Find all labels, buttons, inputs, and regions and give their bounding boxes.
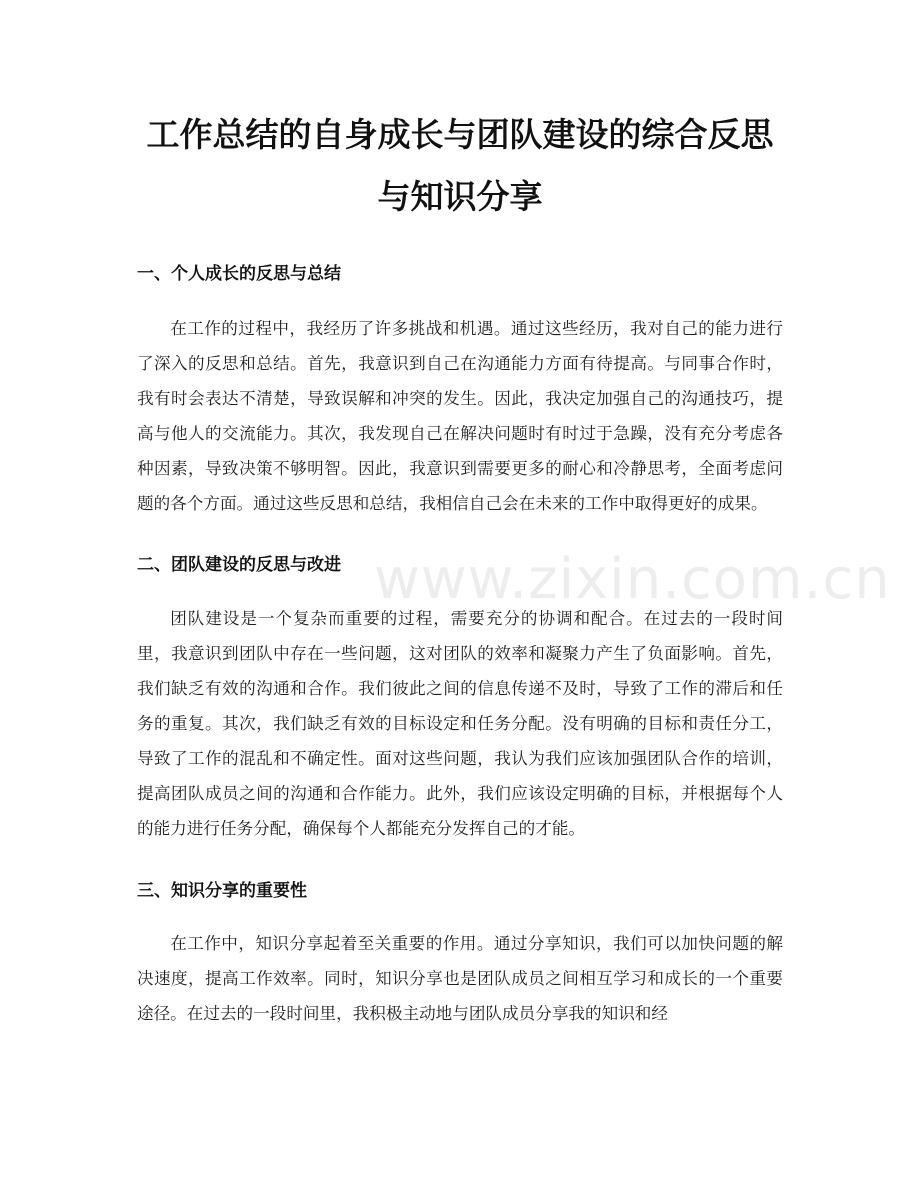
section-paragraph-personal-growth: 在工作的过程中，我经历了许多挑战和机遇。通过这些经历，我对自己的能力进行了深入的反思和总结。首先，我意识到自己在沟通能力方面有待提高。与同事合作时，我有时会表达不清楚，导致误解和冲突的发生。因此，我决定加强自己的沟通技巧，提高与他人的交流能力。其次，我发现自己在解决问题时有时过于急躁，没有充分考虑各种因素，导致决策不够明智。因此，我意识到需要更多的耐心和冷静思考，全面考虑问题的各个方面。通过这些反思和总结，我相信自己会在未来的工作中取得更好的成果。 <box>137 319 783 513</box>
watermark: www.zixin.com.cn <box>374 547 891 612</box>
section-heading-personal-growth: 一、个人成长的反思与总结 <box>137 264 341 284</box>
section-paragraph-team-building: 团队建设是一个复杂而重要的过程，需要充分的协调和配合。在过去的一段时间里，我意识到团队中存在一些问题，这对团队的效率和凝聚力产生了负面影响。首先，我们缺乏有效的沟通和合作。我们彼此之间的信息传递不及时，导致了工作的滞后和任务的重复。其次，我们缺乏有效的目标设定和任务分配。没有明确的目标和责任分工，导致了工作的混乱和不确定性。面对这些问题，我认为我们应该加强团队合作的培训，提高团队成员之间的沟通和合作能力。此外，我们应该设定明确的目标，并根据每个人的能力进行任务分配，确保每个人都能充分发挥自己的才能。 <box>137 609 783 838</box>
section-paragraph-knowledge-sharing: 在工作中，知识分享起着至关重要的作用。通过分享知识，我们可以加快问题的解决速度，提高工作效率。同时，知识分享也是团队成员之间相互学习和成长的一个重要途径。在过去的一段时间里，我积极主动地与团队成员分享我的知识和经 <box>137 934 783 1023</box>
document-page <box>137 0 783 1031</box>
section-heading-knowledge-sharing: 三、知识分享的重要性 <box>137 881 307 901</box>
document-title: 工作总结的自身成长与团队建设的综合反思与知识分享 <box>146 115 774 216</box>
section-heading-team-building: 二、团队建设的反思与改进 <box>137 555 341 575</box>
